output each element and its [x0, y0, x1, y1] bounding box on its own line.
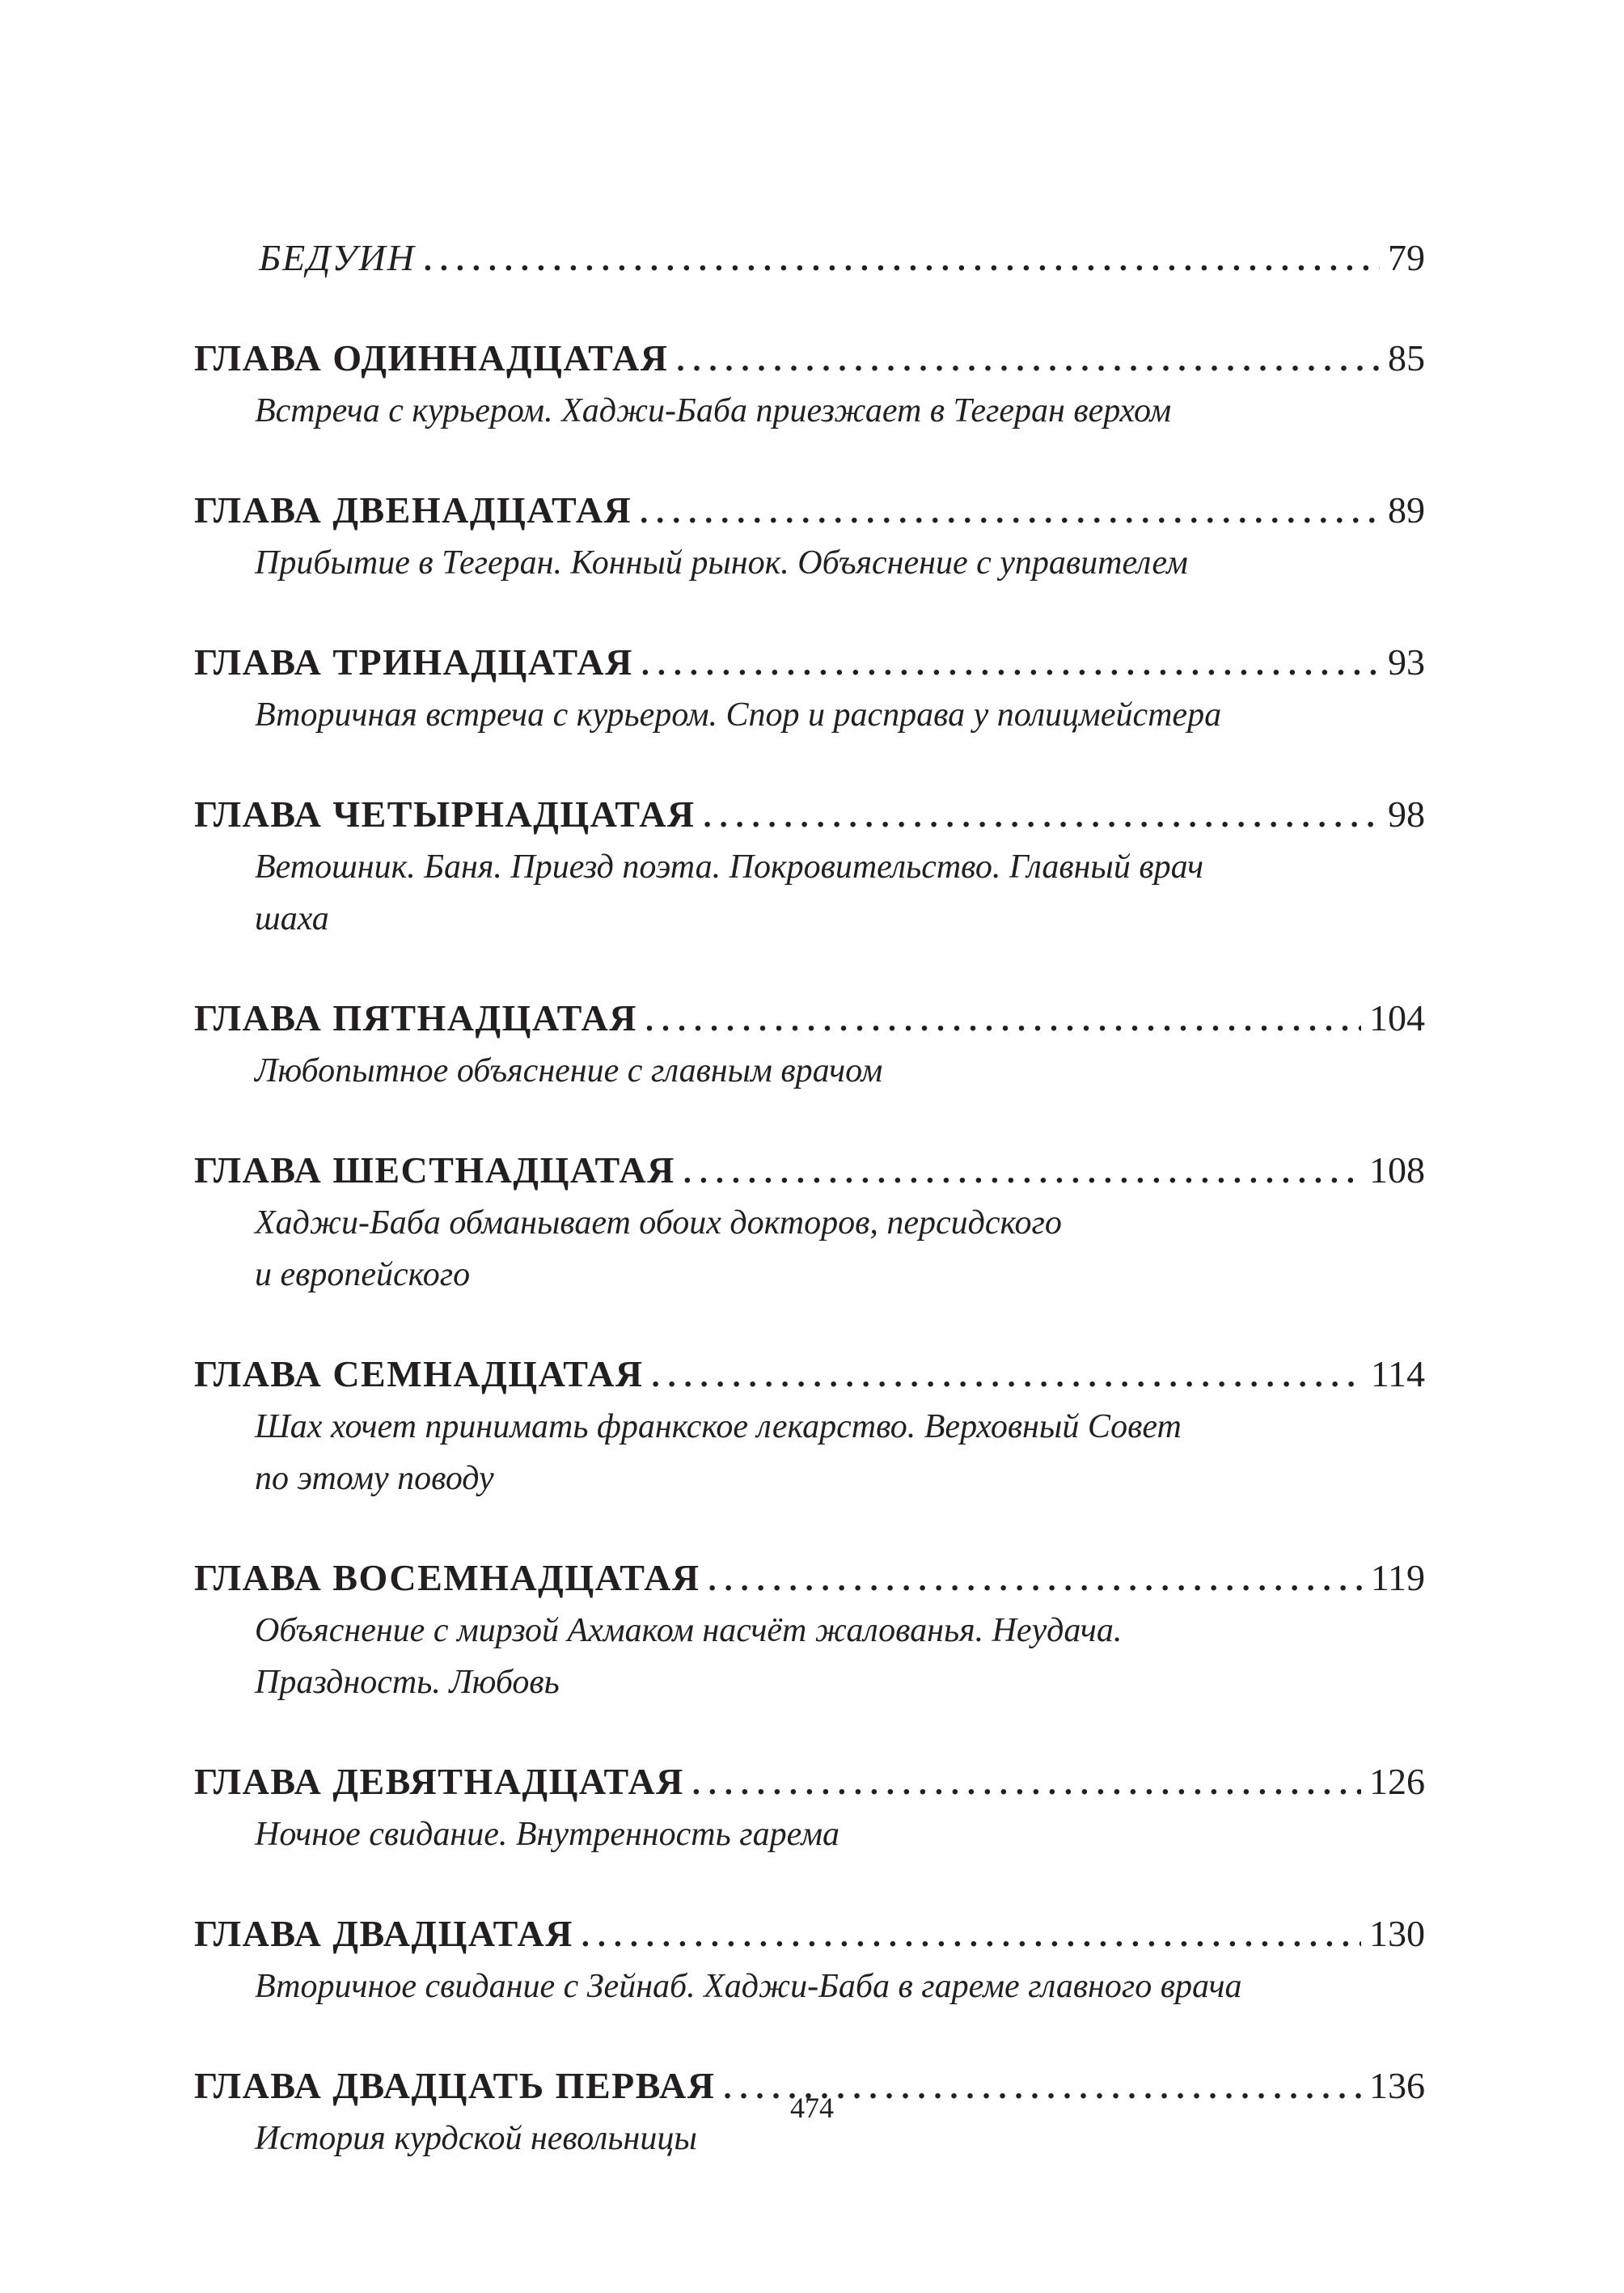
chapter-page-number: 108 — [1369, 1149, 1425, 1191]
chapter-summary: по этому поводу — [255, 1460, 494, 1497]
chapter-title: ГЛАВА СЕМНАДЦАТАЯ — [194, 1353, 644, 1394]
chapter-page-number: 119 — [1370, 1557, 1425, 1598]
chapter-summary: Хаджи-Баба обманывает обоих докторов, персидского — [255, 1204, 1062, 1242]
chapter-title: ГЛАВА ОДИННАДЦАТАЯ — [194, 337, 669, 379]
page-number: 474 — [790, 2092, 834, 2124]
dot-leader — [424, 236, 1380, 283]
chapter-summary: Прибытие в Тегеран. Конный рынок. Объяснение с управителем — [255, 544, 1188, 582]
toc-entry-heading — [194, 1555, 1425, 1603]
dot-leader — [676, 336, 1380, 383]
dot-leader — [704, 793, 1380, 840]
toc-entry-heading — [194, 1351, 1425, 1399]
dot-leader — [692, 1760, 1361, 1807]
chapter-summary: История курдской невольницы — [255, 2120, 697, 2157]
chapter-page-number: 130 — [1369, 1913, 1425, 1954]
chapter-title: ГЛАВА ДВАДЦАТЬ ПЕРВАЯ — [194, 2065, 716, 2106]
chapter-page-number: 89 — [1388, 489, 1425, 531]
chapter-title: БЕДУИН — [259, 237, 416, 278]
toc-entry — [194, 1351, 1425, 1503]
chapter-page-number: 98 — [1388, 793, 1425, 835]
toc-entry — [194, 1758, 1425, 1859]
toc-entry-heading — [194, 1758, 1425, 1807]
chapter-title: ГЛАВА ВОСЕМНАДЦАТАЯ — [194, 1557, 700, 1598]
chapter-summary: Вторичное свидание с Зейнаб. Хаджи-Баба в гареме главного врача — [255, 1968, 1242, 2005]
chapter-page-number: 114 — [1370, 1353, 1425, 1394]
chapter-page-number: 136 — [1369, 2065, 1425, 2106]
table-of-contents — [194, 235, 1425, 2163]
chapter-summary: и европейского — [255, 1256, 471, 1293]
toc-entry-heading — [194, 335, 1425, 383]
toc-entry — [194, 995, 1425, 1095]
chapter-page-number: 79 — [1388, 237, 1425, 278]
chapter-summary: Ночное свидание. Внутренность гарема — [255, 1816, 840, 1853]
chapter-summary: Вторичная встреча с курьером. Спор и расправа у полицмейстера — [255, 696, 1222, 734]
chapter-title: ГЛАВА ДЕВЯТНАДЦАТАЯ — [194, 1761, 684, 1802]
toc-entry-heading — [194, 1910, 1425, 1959]
chapter-page-number: 85 — [1388, 337, 1425, 379]
chapter-summary: Встреча с курьером. Хаджи-Баба приезжает в Тегеран верхом — [255, 392, 1172, 429]
toc-entry-heading — [194, 487, 1425, 535]
toc-entry — [194, 639, 1425, 739]
toc-entry — [194, 1555, 1425, 1707]
toc-entry-heading — [194, 791, 1425, 840]
chapter-title: ГЛАВА ДВАДЦАТАЯ — [194, 1913, 573, 1954]
chapter-title: ГЛАВА ТРИНАДЦАТАЯ — [194, 641, 633, 683]
toc-entry — [194, 1147, 1425, 1299]
dot-leader — [683, 1149, 1361, 1195]
toc-entry — [194, 335, 1425, 435]
toc-entry-heading — [194, 995, 1425, 1043]
chapter-summary: Шах хочет принимать франкское лекарство. Верховный Совет — [255, 1408, 1182, 1445]
dot-leader — [645, 996, 1361, 1043]
chapter-summary: Любопытное объяснение с главным врачом — [255, 1052, 883, 1089]
toc-entry-heading — [194, 639, 1425, 687]
dot-leader — [708, 1556, 1363, 1603]
dot-leader — [652, 1352, 1363, 1399]
chapter-page-number: 126 — [1369, 1761, 1425, 1802]
chapter-title: ГЛАВА ПЯТНАДЦАТАЯ — [194, 997, 637, 1039]
chapter-title: ГЛАВА ШЕСТНАДЦАТАЯ — [194, 1149, 675, 1191]
toc-entry — [194, 1910, 1425, 2011]
toc-entry — [194, 791, 1425, 943]
chapter-summary: Объяснение с мирзой Ахмаком насчёт жалованья. Неудача. — [255, 1612, 1123, 1649]
chapter-page-number: 104 — [1369, 997, 1425, 1039]
chapter-summary: Праздность. Любовь — [255, 1664, 560, 1701]
chapter-title: ГЛАВА ДВЕНАДЦАТАЯ — [194, 489, 632, 531]
chapter-page-number: 93 — [1388, 641, 1425, 683]
dot-leader — [641, 641, 1380, 687]
toc-entry — [194, 487, 1425, 587]
toc-entry-heading — [194, 235, 1425, 283]
chapter-title: ГЛАВА ЧЕТЫРНАДЦАТАЯ — [194, 793, 696, 835]
dot-leader — [582, 1912, 1361, 1959]
dot-leader — [640, 489, 1380, 535]
chapter-summary: шаха — [255, 900, 329, 937]
toc-entry — [194, 235, 1425, 283]
chapter-summary: Ветошник. Баня. Приезд поэта. Покровительство. Главный врач — [255, 848, 1204, 886]
toc-entry-heading — [194, 1147, 1425, 1195]
